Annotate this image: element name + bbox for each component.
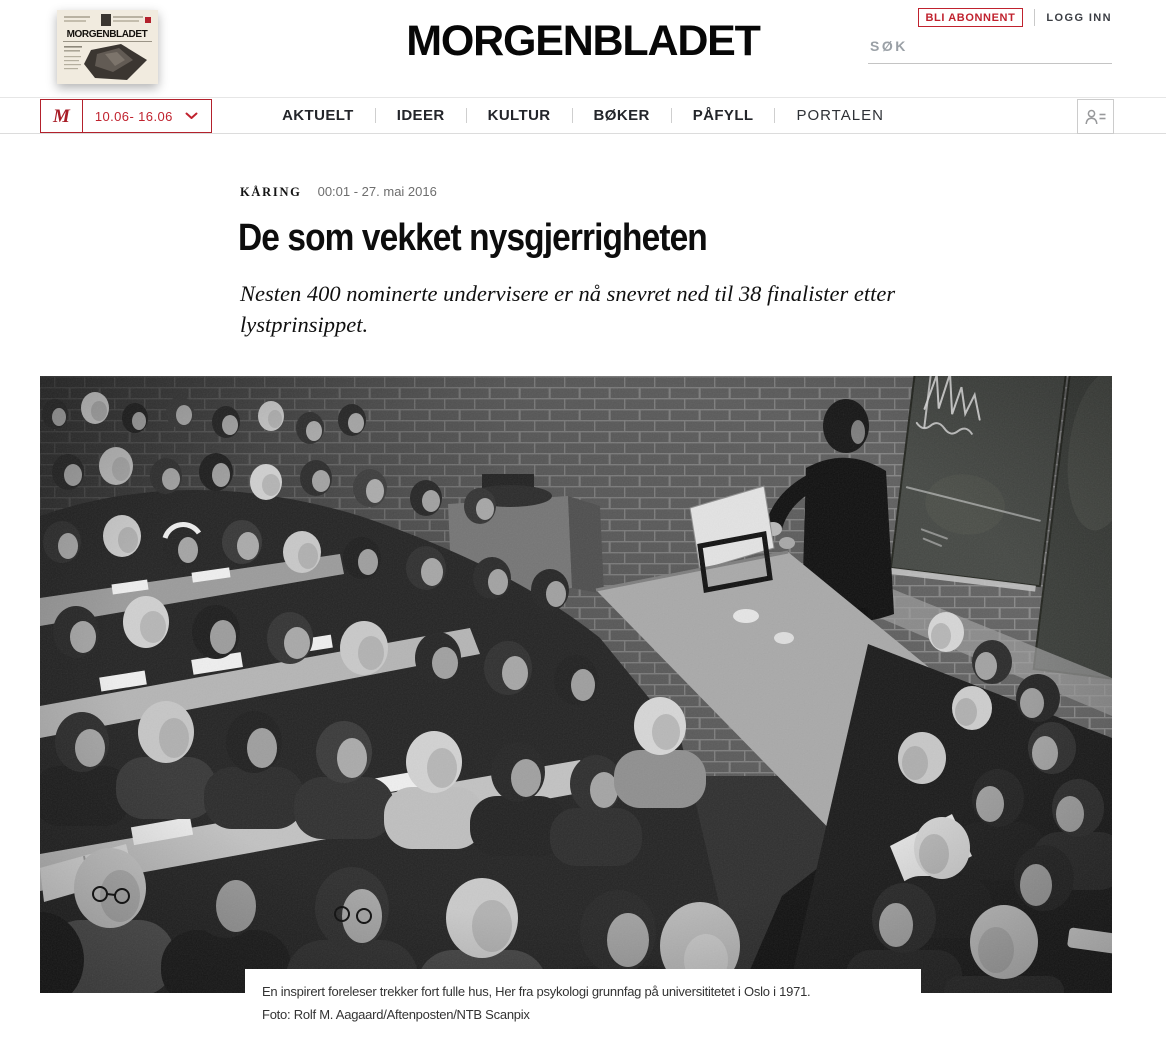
nav-item-kultur: KULTUR xyxy=(466,107,572,124)
nav-item-boker: BØKER xyxy=(572,107,671,124)
nav-items xyxy=(261,107,905,124)
site-header xyxy=(0,0,1166,97)
article-figure xyxy=(40,376,1112,1039)
account-links xyxy=(918,8,1113,27)
user-list-icon xyxy=(1085,109,1107,125)
issue-date-label: 10.06- 16.06 xyxy=(94,108,173,124)
search-input[interactable] xyxy=(868,32,1112,64)
photo-caption-text: En inspirert foreleser trekker fort fulle hus, Her fra psykologi grunnfag på universititetet i Oslo i 1971. xyxy=(262,984,811,999)
search-box xyxy=(868,32,1112,64)
nav-item-portalen: PORTALEN xyxy=(774,107,904,124)
article-kicker[interactable]: KÅRING xyxy=(240,185,302,199)
issue-date-selector[interactable] xyxy=(40,99,212,133)
article-meta xyxy=(240,184,1166,200)
article-photo xyxy=(40,376,1112,993)
svg-text:MORGENBLADET: MORGENBLADET xyxy=(66,29,148,40)
nav-item-ideer: IDEER xyxy=(375,107,466,124)
nav-item-aktuelt: AKTUELT xyxy=(282,107,354,124)
main-nav xyxy=(0,97,1166,134)
nav-item-pafyll: PÅFYLL xyxy=(671,107,775,124)
photo-caption-credit: Foto: Rolf M. Aagaard/Aftenposten/NTB Scanpix xyxy=(262,1007,530,1022)
site-logo[interactable]: MORGENBLADET xyxy=(406,17,760,65)
subscribe-button[interactable]: BLI ABONNENT xyxy=(918,8,1024,27)
login-button[interactable]: LOGG INN xyxy=(1046,11,1112,24)
datebox-divider xyxy=(82,100,83,132)
photo-caption xyxy=(245,969,921,1038)
morgenbladet-m-icon: M xyxy=(53,105,70,127)
account-menu-button[interactable] xyxy=(1077,99,1114,134)
chevron-down-icon xyxy=(185,112,198,120)
article-lede: Nesten 400 nominerte undervisere er nå snevret ned til 38 finalister etter lystprinsippet. xyxy=(240,281,896,337)
header-divider xyxy=(1034,9,1035,26)
article-headline: De som vekket nysgjerrigheten xyxy=(238,217,707,259)
article xyxy=(0,184,1166,1039)
article-timestamp: 00:01 - 27. mai 2016 xyxy=(317,184,437,199)
